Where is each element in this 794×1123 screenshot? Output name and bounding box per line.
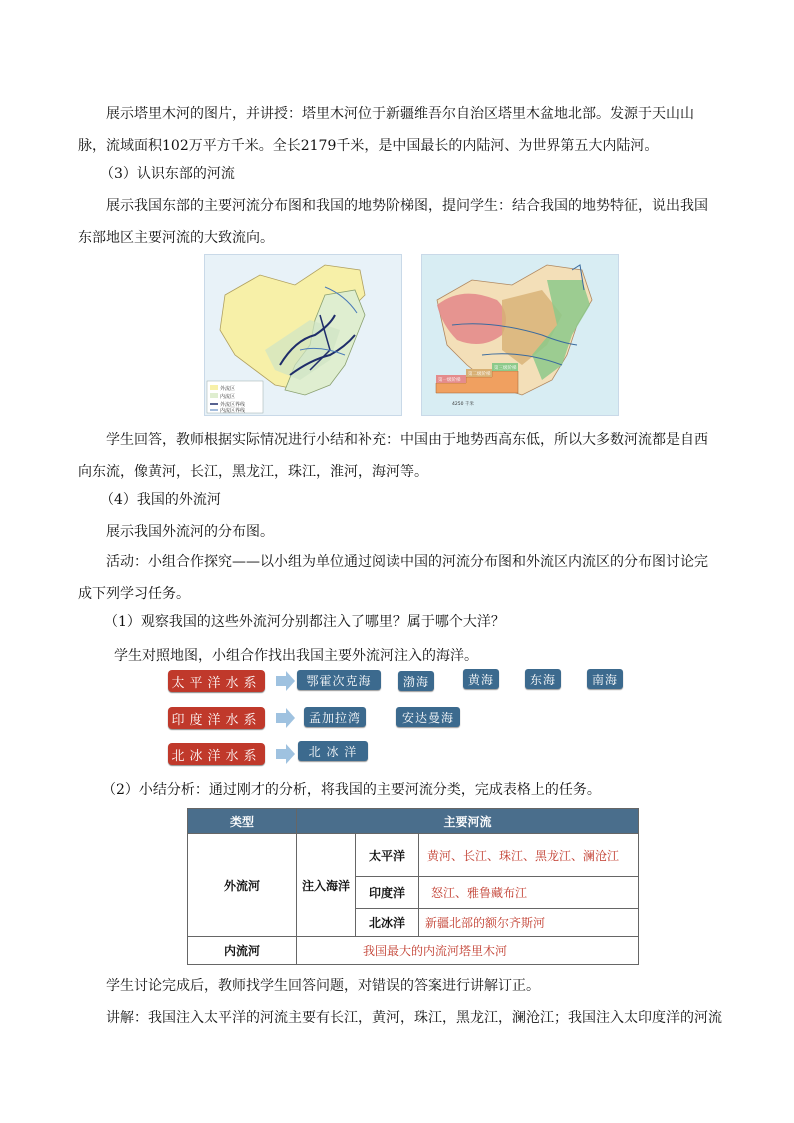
sea-south: 南海	[587, 669, 623, 689]
sea-arctic: 北 冰 洋	[298, 741, 368, 761]
cell-into-sea: 注入海洋	[297, 834, 356, 937]
header-type: 类型	[188, 809, 297, 834]
sea-yellow: 黄海	[463, 669, 499, 689]
heading-east-rivers: （3）认识东部的河流	[100, 166, 235, 182]
legend-step-1: 第一级阶梯	[438, 378, 461, 383]
cell-rivers-arctic: 新疆北部的额尔齐斯河	[419, 909, 639, 937]
terrain-steps-map	[421, 254, 619, 416]
sea-andaman: 安达曼海	[396, 707, 460, 727]
river-classification-table	[187, 808, 639, 965]
legend-step-3: 第三级阶梯	[494, 366, 517, 371]
system-arctic: 北冰洋水系	[168, 743, 265, 765]
arrow-indian	[276, 707, 296, 733]
heading-exterior-rivers: （4）我国的外流河	[100, 492, 221, 508]
cell-interior-rivers: 我国最大的内流河塔里木河	[297, 937, 639, 965]
legend-interior: 内流区	[220, 394, 236, 400]
cell-ocean-arctic: 北冰洋	[356, 909, 419, 937]
cell-ocean-pacific: 太平洋	[356, 834, 419, 877]
cell-ocean-indian: 印度洋	[356, 877, 419, 909]
cell-rivers-pacific: 黄河、长江、珠江、黑龙江、澜沧江	[419, 834, 639, 877]
sea-east: 东海	[525, 669, 561, 689]
paragraph-show-map: 展示我国外流河的分布图。	[106, 524, 274, 540]
map-scale: 4250 千米	[452, 402, 474, 407]
sea-bohai: 渤海	[398, 671, 434, 691]
cell-rivers-indian: 怒江、雅鲁藏布江	[419, 877, 639, 909]
paragraph-student-answer: 学生回答，教师根据实际情况进行小结和补充：中国由于地势西高东低，所以大多数河流都是自西向东流，像黄河，长江，黑龙江，珠江，淮河，海河等。	[78, 432, 708, 480]
legend-interior-line: 内流区界线	[220, 408, 246, 414]
arrow-arctic	[276, 743, 296, 769]
question-1-answer: 学生对照地图，小组合作找出我国主要外流河注入的海洋。	[114, 648, 478, 664]
sea-bengal: 孟加拉湾	[304, 707, 366, 727]
river-distribution-map	[204, 254, 402, 416]
sea-okhotsk: 鄂霍次克海	[297, 670, 381, 690]
header-rivers: 主要河流	[297, 809, 639, 834]
question-1: （1）观察我国的这些外流河分别都注入了哪里？属于哪个大洋？	[104, 614, 505, 630]
legend-step-2: 第二级阶梯	[468, 372, 491, 377]
legend-exterior: 外流区	[220, 386, 236, 392]
question-2: （2）小结分析：通过刚才的分析，将我国的主要河流分类，完成表格上的任务。	[102, 782, 601, 798]
cell-exterior: 外流河	[188, 834, 297, 937]
legend-exterior-line: 外流区界线	[220, 402, 246, 408]
paragraph-activity: 活动：小组合作探究——以小组为单位通过阅读中国的河流分布图和外流区内流区的分布图讨论完成下列学习任务。	[78, 554, 708, 602]
system-indian: 印度洋水系	[168, 707, 265, 729]
paragraph-discussion: 学生讨论完成后，教师找学生回答问题，对错误的答案进行讲解订正。	[106, 978, 540, 994]
paragraph-east-rivers: 展示我国东部的主要河流分布图和我国的地势阶梯图，提问学生：结合我国的地势特征，说出我国东部地区主要河流的大致流向。	[78, 198, 708, 246]
system-pacific: 太平洋水系	[168, 670, 265, 692]
paragraph-explanation: 讲解：我国注入太平洋的河流主要有长江，黄河，珠江，黑龙江，澜沧江；我国注入太印度洋的河流	[106, 1010, 722, 1026]
paragraph-tarim: 展示塔里木河的图片，并讲授：塔里木河位于新疆维吾尔自治区塔里木盆地北部。发源于天山山脉，流域面积102万平方千米。全长2179千米，是中国最长的内陆河、为世界第五大内陆河。	[78, 106, 694, 154]
cell-interior: 内流河	[188, 937, 297, 965]
arrow-pacific	[276, 670, 296, 696]
